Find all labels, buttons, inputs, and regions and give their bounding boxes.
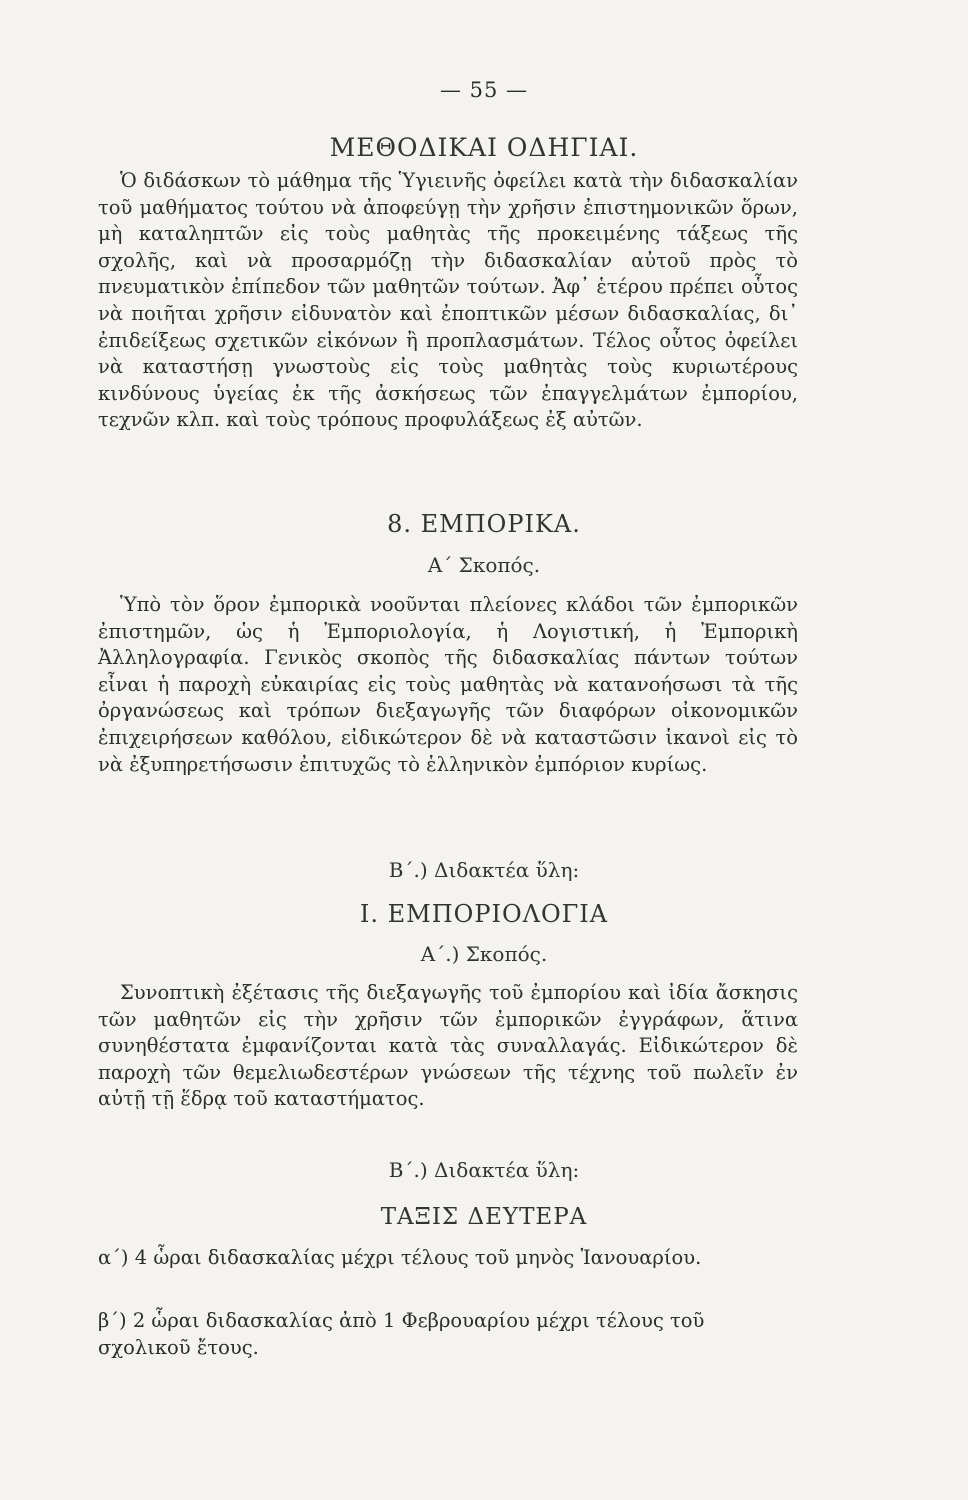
subheading-material-1: Β΄.) Διδακτέα ὕλη: [388, 858, 580, 882]
heading-commercial: 8. ΕΜΠΟΡΙΚΑ. [387, 510, 581, 538]
paragraph-methods-text: Ὁ διδάσκων τὸ μάθημα τῆς Ὑγιεινῆς ὀφείλει κατὰ τὴν διδασκαλίαν τοῦ μαθήματος τούτου νὰ ἀποφεύγῃ τὴν χρῆσιν ἐπιστημονικῶν ὅρων, μὴ καταληπτῶν εἰς τοὺς μαθητὰς τῆς προκειμένης τάξεως τῆς σχολῆς, καὶ νὰ προσαρμόζῃ τὴν διδασκαλίαν αὐτοῦ πρὸς τὸ πνευματικὸν ἐπίπεδον τῶν μαθητῶν τούτων. Ἀφ᾽ ἑτέρου πρέπει οὗτος νὰ ποιῆται χρῆσιν εἰδυνατὸν καὶ ἐποπτικῶν μέσων διδασκαλίας, δι᾽ ἐπιδείξεως σχετικῶν εἰκόνων ἢ προπλασμάτων. Τέλος οὗτος ὀφείλει νὰ καταστήσῃ γνωστοὺς εἰς τοὺς μαθητὰς τοὺς κυριωτέρους κινδύνους ὑγείας ἐκ τῆς ἀσκήσεως τῶν ἐπαγγελμάτων ἐμπορίου, τεχνῶν κλπ. καὶ τοὺς τρόπους προφυλάξεως ἐξ αὐτῶν. [98, 169, 798, 432]
list-item-b: β΄) 2 ὧραι διδασκαλίας ἀπὸ 1 Φεβρουαρίου μέχρι τέλους τοῦ σχολικοῦ ἔτους. [98, 1309, 705, 1359]
paragraph-commercial-text: Ὑπὸ τὸν ὅρον ἐμπορικὰ νοοῦνται πλείονες κλάδοι τῶν ἐμπορικῶν ἐπιστημῶν, ὡς ἡ Ἐμποριολογία, ἡ Λογιστική, ἡ Ἐμπορικὴ Ἀλληλογραφία. Γενικὸς σκοπὸς τῆς διδασκαλίας πάντων τούτων εἶναι ἡ παροχὴ εὐκαιρίας εἰς τοὺς μαθητὰς νὰ κατανοήσωσι τὰ τῆς ὀργανώσεως καὶ τρόπων διεξαγωγῆς τῶν διαφόρων οἰκονομικῶν ἐπιχειρήσεων καθόλου, εἰδικώτερον δὲ νὰ καταστῶσιν ἱκανοὶ εἰς τὸ νὰ ἐξυπηρετήσωσιν ἐπιτυχῶς τὸ ἑλληνικὸν ἐμπόριον κυρίως. [98, 593, 798, 776]
list-item-a: α΄) 4 ὧραι διδασκαλίας μέχρι τέλους τοῦ μηνὸς Ἰανουαρίου. [98, 1246, 702, 1269]
paragraph-trade-text: Συνοπτικὴ ἐξέτασις τῆς διεξαγωγῆς τοῦ ἐμπορίου καὶ ἰδία ἄσκησις τῶν μαθητῶν εἰς τὴν χρῆσιν τῶν ἐμπορικῶν ἐγγράφων, ἅτινα συνηθέστατα ἐμφανίζονται κατὰ τὰς συναλλαγάς. Εἰδικώτερον δὲ παροχὴ τῶν θεμελιωδεστέρων γνώσεων τῆς τέχνης τοῦ πωλεῖν ἐν αὐτῇ τῇ ἕδρᾳ τοῦ καταστήματος. [98, 981, 798, 1111]
heading-class: ΤΑΞΙΣ ΔΕΥΤΕΡΑ [380, 1204, 588, 1230]
subheading-aim-2: Α΄.) Σκοπός. [420, 942, 548, 966]
subheading-material-2: Β΄.) Διδακτέα ὕλη: [388, 1158, 580, 1182]
paragraph-methods [98, 168, 798, 434]
paragraph-trade [98, 980, 798, 1113]
heading-methods: ΜΕΘΟΔΙΚΑΙ ΟΔΗΓΙΑΙ. [329, 133, 639, 162]
subheading-aim-1: Α΄ Σκοπός. [427, 553, 541, 577]
page-number: — 55 — [439, 78, 529, 102]
heading-trade: Ι. ΕΜΠΟΡΙΟΛΟΓΙΑ [359, 900, 609, 928]
paragraph-commercial [98, 592, 798, 778]
